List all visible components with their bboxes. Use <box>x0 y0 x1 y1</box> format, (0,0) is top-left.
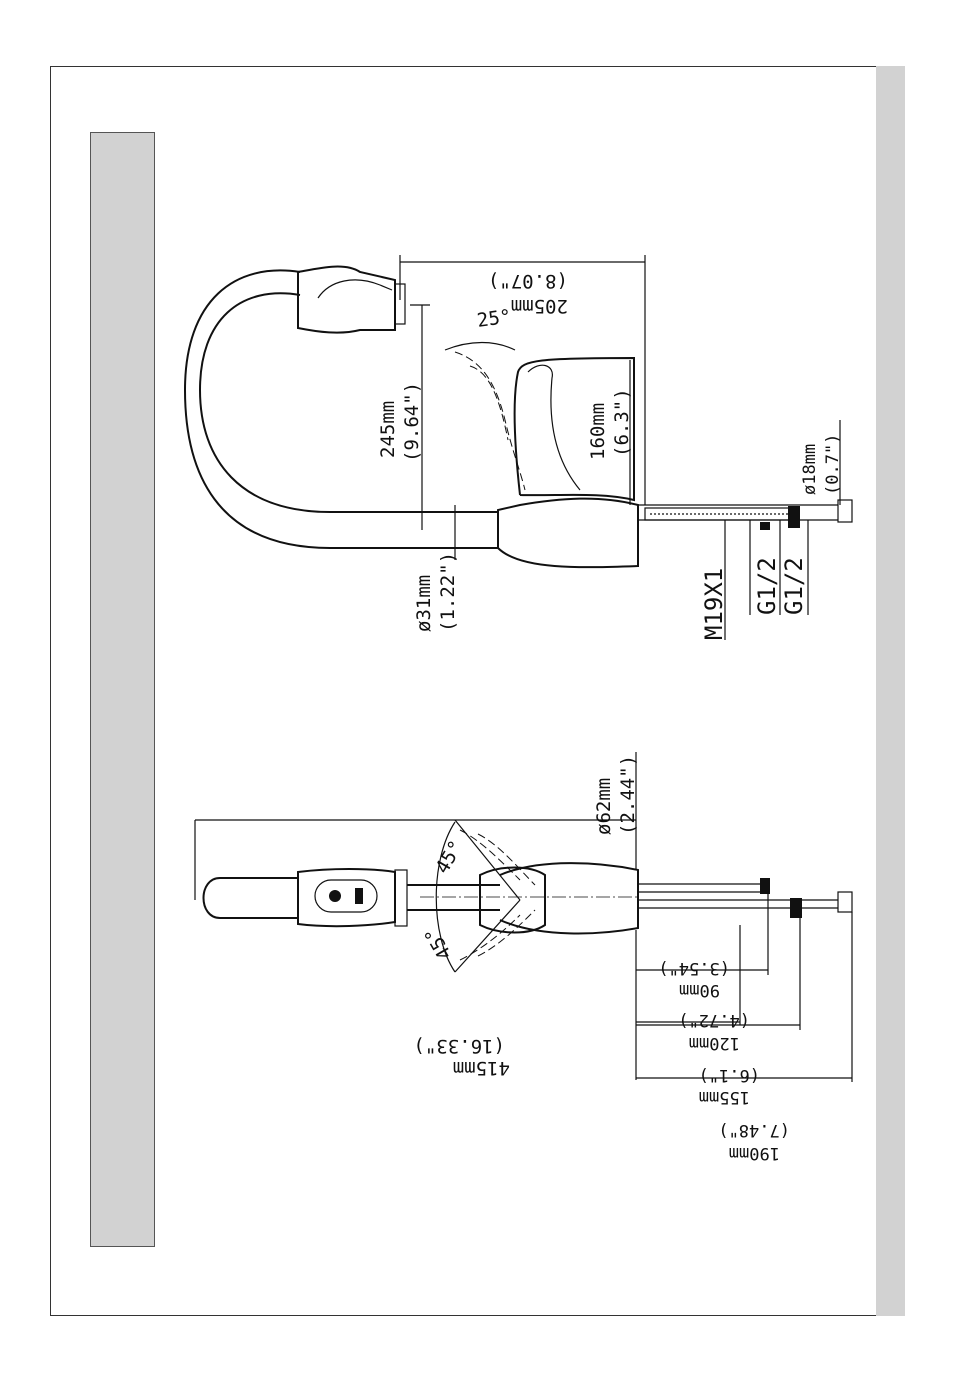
reach-inch-label: (8.07") <box>487 270 568 292</box>
angle-left-label: 45° <box>431 836 468 878</box>
spout-dia-inch-label: (1.22") <box>437 551 459 632</box>
len-190-label: 190mm <box>728 1143 780 1163</box>
len-120-label: 120mm <box>688 1033 740 1053</box>
inlet-1-label: G1/2 <box>753 557 781 615</box>
shank-dia-inch-label: (0.7") <box>823 433 843 495</box>
len-190-inch-label: (7.48") <box>718 1120 790 1140</box>
spout-height-inch-label: (9.64") <box>401 381 423 462</box>
len-155-inch-label: (6.1") <box>698 1065 760 1085</box>
body-height-inch-label: (6.3") <box>611 388 633 457</box>
shank-dia-label: ø18mm <box>800 443 820 495</box>
thread-label: M19X1 <box>700 567 728 640</box>
spout-height-label: 245mm <box>377 400 399 458</box>
body-height-label: 160mm <box>587 402 609 460</box>
base-dia-label: ø62mm <box>593 777 615 835</box>
spout-dia-label: ø31mm <box>413 574 435 632</box>
base-dia-inch-label: (2.44") <box>617 754 639 835</box>
len-155-label: 155mm <box>698 1087 750 1107</box>
total-height-label: 415mm <box>452 1057 510 1079</box>
len-90-inch-label: (3.54") <box>658 958 730 978</box>
front-view-faucet <box>204 830 853 960</box>
total-height-inch-label: (16.33") <box>413 1035 505 1057</box>
reach-label: 205mm <box>510 295 568 317</box>
len-120-inch-label: (4.72") <box>678 1010 750 1030</box>
angle-right-label: 45° <box>420 922 457 964</box>
inlet-2-label: G1/2 <box>780 557 808 615</box>
len-90-label: 90mm <box>679 980 720 1000</box>
angle-25-label: 25° <box>475 305 513 332</box>
